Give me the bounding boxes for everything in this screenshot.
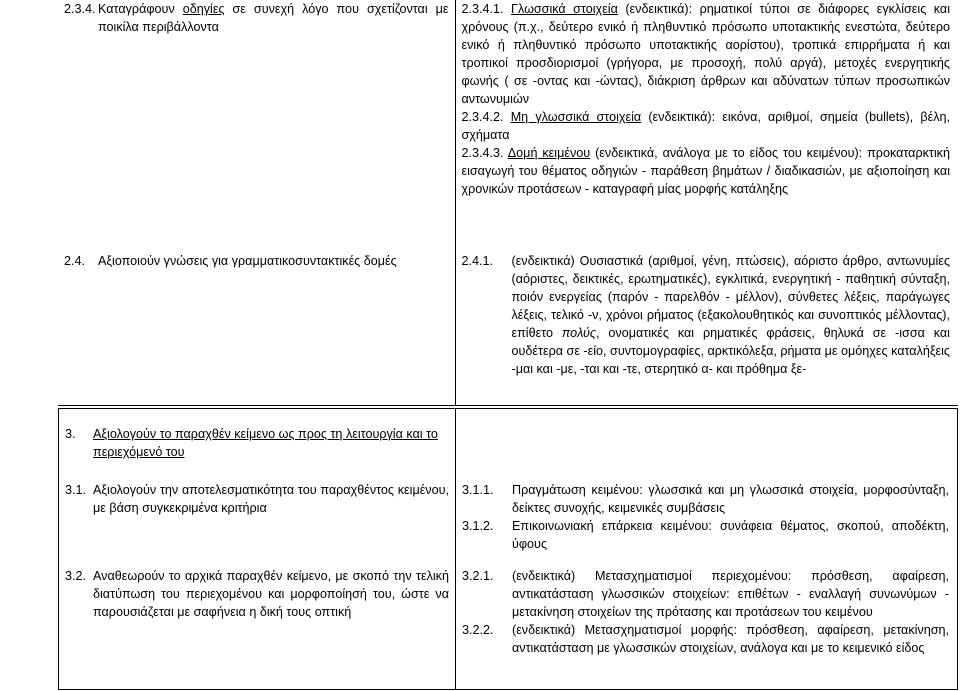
table-row — [58, 0, 958, 252]
sub-item-heading: Δομή κειμένου — [507, 146, 591, 160]
objective-cell — [59, 475, 456, 565]
objective-text — [92, 0, 449, 36]
sub-item-heading: Γλωσσικά στοιχεία — [511, 2, 618, 16]
sub-item-2-3-4-3 — [462, 144, 951, 198]
objective-3-1 — [65, 475, 449, 517]
content-cell — [456, 409, 958, 475]
curriculum-table-upper — [58, 0, 958, 406]
sub-item-number: 2.4.1. — [461, 254, 494, 268]
sub-item-text: (ενδεικτικά): ρηματικοί τύποι σε διάφορες εγκλίσεις και χρόνους (π.χ., δεύτερο ενικό ή πληθυντικό πρόσωπο υποτακτικής ενεστώτα, δεύτερο ενικό ή πληθυντικό πρόσωπο υποτακτικής αορίστου), τροπικά επιρρήματα ή και τροπικοί προσδιορισμοί (γρήγορα, με προσοχή, πολύ αργά), μετοχές ενεργητικής φωνής ( σε -οντας και -ώντας), διάκριση άρθρων και αδύνατων τύπων προσωπικών αντωνυμιών — [461, 2, 950, 106]
sub-item-2-3-4-1 — [462, 0, 951, 108]
objective-3 — [65, 409, 449, 461]
objective-text-underlined: Καταγράφουν οδηγίες σε συνεχή λόγο που σχετίζονται με ποικίλα περιβάλλοντα — [98, 2, 449, 34]
sub-item-3-2-2 — [462, 621, 949, 657]
objective-cell — [59, 409, 456, 475]
content-cell — [456, 565, 958, 690]
sub-item-text: Επικοινωνιακή επάρκεια κειμένου: συνάφεια θέματος, σκοπού, αποδέκτη, ύφους — [512, 518, 949, 551]
underlined-keyword: οδηγίες — [182, 2, 225, 16]
table-row — [59, 409, 958, 475]
objective-3-2 — [65, 565, 449, 621]
objective-cell — [59, 565, 456, 690]
sub-item-number: 2.3.4.1. — [461, 2, 504, 16]
objective-text: Αξιολογούν την αποτελεσματικότητα του παραχθέντος κειμένου, με βάση συγκεκριμένα κριτήρια — [93, 482, 449, 515]
sub-item-text: (ενδεικτικά) Μετασχηματισμοί μορφής: πρόσθεση, αφαίρεση, μετακίνηση, αντικατάσταση με γλωσσικών στοιχείων, ανάλογα και με το κειμενικό είδος — [512, 622, 949, 655]
objective-text: Αναθεωρούν το αρχικά παραχθέν κείμενο, με σκοπό την τελική διατύπωση του περιεχομένου και μορφοποίησή του, ώστε να παρουσιάζεται με σαφήνεια η δική τους οπτική — [93, 568, 449, 619]
sub-item-text: Πραγμάτωση κειμένου: γλωσσικά και μη γλωσσικά στοιχεία, μορφοσύνταξη, δείκτες συνοχής, κειμενικές συμβάσεις — [512, 482, 949, 515]
objective-cell — [58, 252, 455, 406]
objective-heading: Αξιολογούν το παραχθέν κείμενο ως προς τη λειτουργία και το περιεχόμενό του — [93, 427, 438, 459]
objective-number: 2.3.4. — [64, 2, 96, 16]
objective-2-3-4 — [64, 0, 449, 36]
objective-cell — [58, 0, 455, 252]
sub-item-3-1-2 — [462, 517, 949, 553]
objective-number: 2.4. — [64, 254, 86, 268]
sub-item-text: (ενδεικτικά) Μετασχηματισμοί περιεχομένου: πρόσθεση, αφαίρεση, αντικατάσταση γλωσσικών στοιχείων: επιθέτων - εναλλαγή συνωνύμων - μετακίνηση στοιχείων της πρότασης και προτάσεων του κειμένου — [512, 568, 949, 619]
sub-item-number: 3.2.2. — [462, 622, 494, 637]
sub-item-number: 3.1.1. — [462, 482, 494, 497]
table-row — [58, 252, 958, 406]
curriculum-table-lower — [58, 408, 958, 690]
content-cell — [455, 252, 958, 406]
sub-item-heading: Μη γλωσσικά στοιχεία — [510, 110, 642, 124]
sub-item-text-part: (ενδεικτικά) Ουσιαστικά (αριθμοί, γένη, πτώσεις), αόριστο άρθρο, αντωνυμίες (αόριστες, δεικτικές, ερωτηματικές), εγκλιτικά, ενεργητική - παθητική σύνταξη, ποιόν ενεργείας (παρόν - παρελθόν - μέλλον), σύνθετες λέξεις, παράγωγες λέξεις, τελικό -ν, χρόνοι ρήματος (εξακολουθητικός και συνοπτικός μέλλοντας), επίθετο — [511, 254, 950, 340]
objective-text: Αξιοποιούν γνώσεις για γραμματικοσυντακτικές δομές — [98, 254, 397, 268]
sub-item-2-3-4-2 — [462, 108, 951, 144]
sub-item-number: 3.1.2. — [462, 518, 494, 533]
sub-item-text-part: , ονοματικές και ρηματικές φράσεις, θηλυκά σε -ισσα και ουδέτερα σε -είο, συντομογραφίες, αρκτικόλεξα, ρήματα με ομόηχες καταλήξεις -μαι και -με, -ται και -τε, στερητικό α- και πρόθημα ξε- — [511, 326, 950, 376]
sub-item-3-2-1 — [462, 565, 949, 621]
objective-number: 3.1. — [65, 482, 87, 497]
sub-item-text: (ενδεικτικά): εικόνα, αριθμοί, σημεία (bullets), βέλη, σχήματα — [461, 110, 950, 142]
sub-item-3-1-1 — [462, 475, 949, 517]
table-row — [59, 475, 958, 565]
sub-item-text-italic: πολύς — [561, 326, 597, 340]
sub-item-number: 2.3.4.3. — [461, 146, 504, 160]
sub-item-text — [512, 252, 951, 378]
sub-item-2-4-1 — [462, 252, 951, 378]
content-cell — [456, 475, 958, 565]
objective-number: 3.2. — [65, 568, 87, 583]
sub-item-number: 3.2.1. — [462, 568, 494, 583]
content-cell — [455, 0, 958, 252]
sub-item-number: 2.3.4.2. — [461, 110, 504, 124]
objective-number: 3. — [65, 427, 76, 441]
objective-2-4 — [64, 252, 449, 270]
table-row — [59, 565, 958, 690]
sub-item-text: (ενδεικτικά, ανάλογα με το είδος του κειμένου): προκαταρκτική εισαγωγή του θέματος οδηγιών - παράθεση βημάτων / διαδικασιών, με αξιοποίηση και χρονικών προτάσεων - καταγραφή μίας μορφής κατάληξης — [461, 146, 950, 196]
